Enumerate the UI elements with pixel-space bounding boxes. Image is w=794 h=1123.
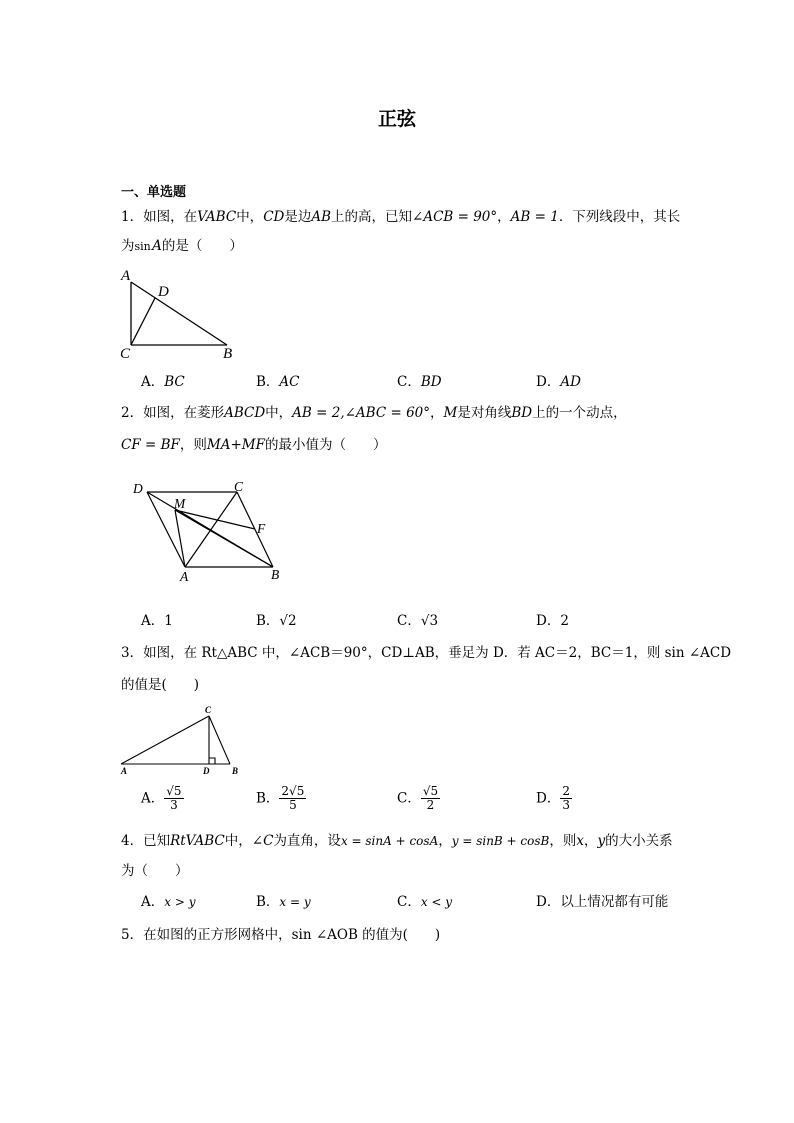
option: B．x = y <box>256 894 311 910</box>
question-number: 4． <box>121 833 144 849</box>
diagonal-ac <box>185 492 237 567</box>
point-label-f: F <box>257 521 266 536</box>
vertex-label-c: C <box>205 705 212 715</box>
vertex-label-d: D <box>158 284 169 300</box>
fraction: $\frac{2√5}{5}$ <box>281 784 305 812</box>
vertex-label-a: A <box>121 766 128 776</box>
option: C．BD <box>397 374 442 390</box>
option: B．AC <box>256 374 300 390</box>
page-title: 正弦 <box>377 108 416 130</box>
vertex-label-c: C <box>234 479 244 494</box>
segment-ac <box>121 716 209 764</box>
option: D． $\frac{2}{3}$ <box>536 784 570 812</box>
question-3-figure <box>115 700 250 780</box>
question-4-line-1: 4．已知RtVABC中，∠C为直角，设x = sinA + cosA，y = sinB + cosB，则x，y的大小关系 <box>121 833 673 849</box>
option: B． $\frac{2√5}{5}$ <box>256 784 305 812</box>
vertex-label-b: B <box>223 346 233 362</box>
question-3-line-2: 的值是( ) <box>121 677 200 693</box>
point-label-m: M <box>174 496 186 511</box>
vertex-label-b: B <box>271 567 280 582</box>
segment-mf <box>175 510 255 529</box>
question-number: 2． <box>121 405 144 421</box>
vertex-label-d: D <box>203 766 210 776</box>
section-heading: 一、单选题 <box>121 185 187 200</box>
option: D．2 <box>536 613 569 629</box>
option: C．x < y <box>397 894 453 910</box>
option: C．√3 <box>397 613 439 629</box>
question-1-line-2: 为sin A的是（ ） <box>121 238 243 254</box>
segment-cd <box>131 298 155 345</box>
question-1-line-1: 1．如图，在VABC中，CD是边AB上的高，已知∠ACB = 90°，AB = 1．下列线段中，其长 <box>121 209 681 225</box>
vertex-label-a: A <box>121 268 131 284</box>
question-2-line-1: 2．如图，在菱形ABCD中，AB = 2,∠ABC = 60°，M是对角线BD上的一个动点， <box>121 405 627 421</box>
option: C． $\frac{√5}{2}$ <box>397 784 439 812</box>
question-3-line-1: 3．如图，在 Rt△ABC 中，∠ACB＝90°，CD⊥AB，垂足为 D．若 AC＝2，BC＝1，则 sin ∠ACD <box>121 645 732 661</box>
segment-ab <box>131 282 227 345</box>
option: A．x > y <box>141 894 196 910</box>
vertex-label-a: A <box>180 569 189 584</box>
question-number: 1． <box>121 209 144 225</box>
question-number: 3． <box>121 645 144 661</box>
question-2-figure <box>125 477 295 587</box>
vertex-label-b: B <box>232 766 239 776</box>
option: B．√2 <box>256 613 297 629</box>
option: D．AD <box>536 374 581 390</box>
option: D．以上情况都有可能 <box>536 894 669 910</box>
option: A． $\frac{√5}{3}$ <box>141 784 182 812</box>
option: A．1 <box>141 613 173 629</box>
fraction: $\frac{√5}{3}$ <box>166 784 182 812</box>
question-2-line-2: CF = BF，则MA+MF的最小值为（ ） <box>121 437 387 453</box>
segment-mb <box>175 510 273 567</box>
fraction: $\frac{√5}{2}$ <box>422 784 439 812</box>
question-1-figure <box>112 264 247 364</box>
question-number: 5． <box>121 927 144 943</box>
fraction: $\frac{2}{3}$ <box>562 784 570 812</box>
question-4-line-2: 为（ ） <box>121 863 189 879</box>
option: A．BC <box>141 374 185 390</box>
segment-cb <box>209 716 230 764</box>
question-5-line-1: 5．在如图的正方形网格中，sin ∠AOB 的值为( ) <box>121 927 441 943</box>
right-angle-mark <box>209 758 215 764</box>
vertex-label-d: D <box>133 481 143 496</box>
vertex-label-c: C <box>120 346 131 362</box>
